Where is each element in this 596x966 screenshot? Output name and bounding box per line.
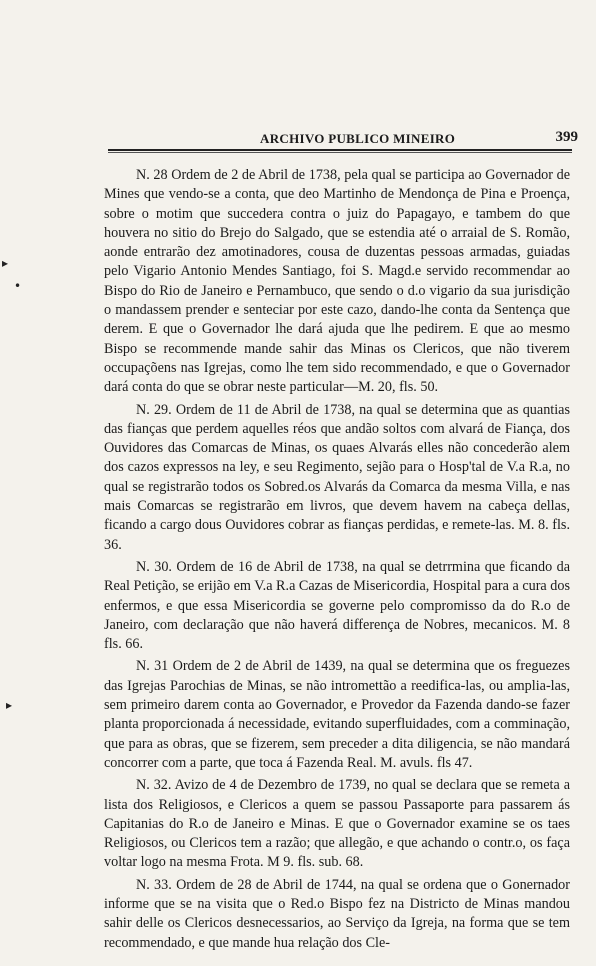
header-rule	[108, 149, 572, 151]
page-header	[108, 128, 578, 150]
entry-31: N. 31 Ordem de 2 de Abril de 1439, na qual se determina que os freguezes das Igrejas Parochias de Minas, se não intromettão a reedifica-las, ou amplia-las, sem primeiro darem conta ao Governador, e Provedor da Fazenda dando-se fazer planta proporcionada á necessidade, evitando superfluidades, com a comminação, que para as obras, que se fizerem, sem preceder a dita diligencia, se não mandará concorrer com a parte, que toca á Fazenda Real. M. avuls. fls 47.	[104, 658, 570, 771]
entry-29: N. 29. Ordem de 11 de Abril de 1738, na qual se determina que as quantias das fianças que perdem aquelles réos que andão soltos com alvará de Fiança, dos Ouvidores das Comarcas de Minas, os quaes Alvarás elles não concederão alem dos cazos expressos na ley, e seu Regimento, sejão para o Hosp'tal de V.a R.a, no qual se registrarão todos os Sobred.os Alvarás da Comarca da mesma Villa, e nas mais Comarcas se registrarão em livros, que devem havem na cabeça dellas, ficando a cargo dous Ouvidores cobrar as fianças perdidas, e remete-las. M. 8. fls. 36.	[104, 401, 570, 553]
margin-mark-lower: ▸	[6, 698, 13, 712]
entry-33: N. 33. Ordem de 28 de Abril de 1744, na qual se ordena que o Gonernador informe que se na visita que o Red.o Bispo fez na Districto de Minas mandou sahir delle os Clericos desnecessarios, ao Serviço da Igreja, na forma que se tem recommendado, e que mande hua relação dos Cle-	[104, 876, 570, 951]
entry-28: N. 28 Ordem de 2 de Abril de 1738, pela qual se participa ao Governador de Mines que vendo-se a conta, que deo Martinho de Mendonça de Pina e Proença, sobre o motim que succedera contra o juiz do Papagayo, e tambem do que houvera no sitio do Brejo do Salgado, que se estendia até o arraial de S. Romão, aonde entrarão dez amotinadores, cousa de duzentas pessoas armadas, guiadas pelo Vigario Antonio Mendes Santiago, foi S. Magd.e servido recommendar ao Bispo do Rio de Janeiro e Pernambuco, que sendo o d.o vigario da sua jurisdição o mandassem prender e senteciar por este cazo, dando-lhe conta da Sentença que derem. E que o Governador lhe dará ajuda que lhe pedirem. E que ao mesmo Bispo se recommende mande sahir das Minas os Clericos, que não tiverem occupaçõens nas Igrejas, como lhe tem sido recommendado, e que o Governador dará conta do que se obrar neste particular—M. 20, fls. 50.	[104, 167, 570, 396]
entry-30: N. 30. Ordem de 16 de Abril de 1738, na qual se detrrmina que ficando da Real Petição, se erijão em V.a R.a Cazas de Misericordia, Hospital para a cura dos enfermos, e que essa Misericordia se governe pelo compromisso da do R.o de Janeiro, com declaração que não haverá differença de Nobres, mecanicos. M. 8 fls. 66.	[104, 558, 570, 653]
page-number: 399	[555, 129, 578, 145]
margin-mark-middle: •	[14, 279, 22, 293]
margin-mark-top: ▸	[2, 256, 9, 270]
body-text	[104, 166, 570, 956]
header-rule-thin	[108, 152, 572, 153]
entry-32: N. 32. Avizo de 4 de Dezembro de 1739, no qual se declara que se remeta a lista dos Religiosos, e Clericos a quem se passou Passaporte para passarem ás Capitanias do R.o de Janeiro e Minas. E que o Governador examine se os taes Religiosos, ou Clericos tem a razão; que allegão, e que achando o contr.o, os faça voltar logo na mesma Frota. M 9. fls. sub. 68.	[104, 777, 570, 871]
running-title: ARCHIVO PUBLICO MINEIRO	[260, 131, 456, 146]
